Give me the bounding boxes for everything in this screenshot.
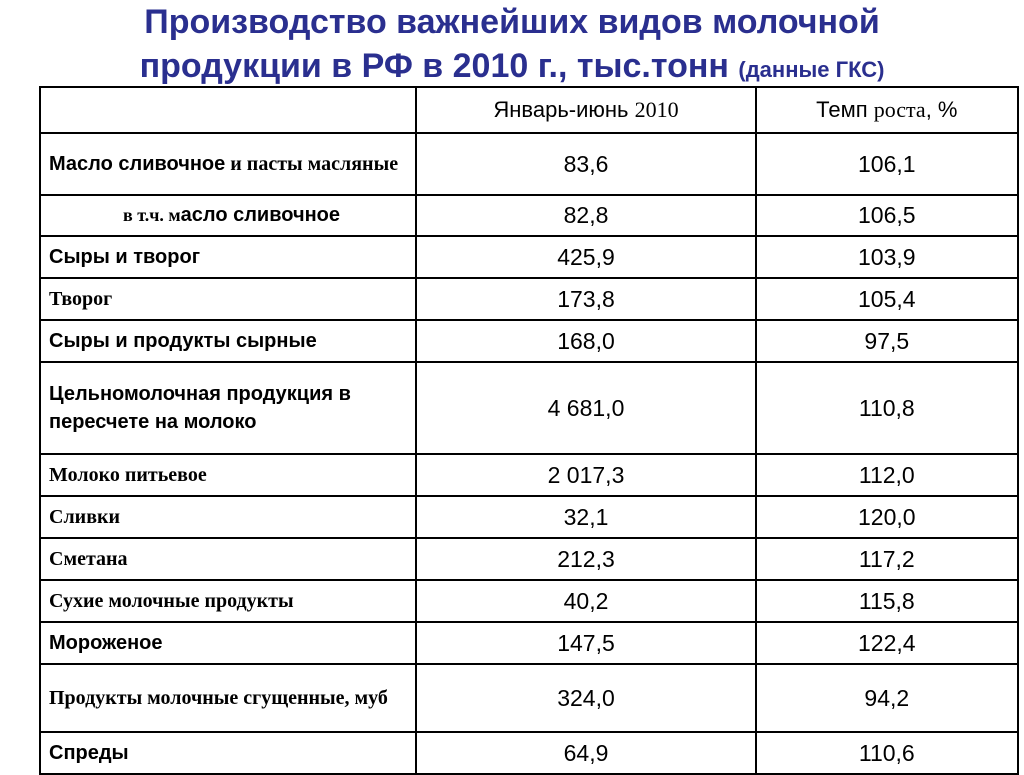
row-name: Продукты молочные сгущенные, муб xyxy=(40,664,416,732)
table-row xyxy=(40,133,1018,195)
row-growth: 122,4 xyxy=(756,622,1018,664)
page-title xyxy=(0,0,1024,92)
table-row xyxy=(40,236,1018,278)
row-name: Сухие молочные продукты xyxy=(40,580,416,622)
title-line-2: продукции в РФ в 2010 г., тыс.тонн xyxy=(139,47,729,85)
row-name: в т.ч. масло сливочное xyxy=(40,195,416,236)
row-growth: 94,2 xyxy=(756,664,1018,732)
table-row xyxy=(40,362,1018,454)
row-name: Сметана xyxy=(40,538,416,580)
row-name: Творог xyxy=(40,278,416,320)
row-growth: 106,1 xyxy=(756,133,1018,195)
row-growth: 103,9 xyxy=(756,236,1018,278)
header-product xyxy=(40,87,416,133)
header-jan-jun: Январь-июнь 2010 xyxy=(416,87,755,133)
row-growth: 112,0 xyxy=(756,454,1018,496)
title-line-1: Производство важнейших видов молочной xyxy=(144,3,880,41)
row-name: Сыры и продукты сырные xyxy=(40,320,416,362)
row-growth: 115,8 xyxy=(756,580,1018,622)
table-row xyxy=(40,664,1018,732)
dairy-production-table xyxy=(39,86,1019,775)
row-value: 40,2 xyxy=(416,580,755,622)
row-name: Спреды xyxy=(40,732,416,774)
table-header-row xyxy=(40,87,1018,133)
row-name: Мороженое xyxy=(40,622,416,664)
title-source: (данные ГКС) xyxy=(738,57,885,82)
row-growth: 106,5 xyxy=(756,195,1018,236)
row-value: 82,8 xyxy=(416,195,755,236)
row-growth: 105,4 xyxy=(756,278,1018,320)
row-value: 425,9 xyxy=(416,236,755,278)
row-growth: 120,0 xyxy=(756,496,1018,538)
table-row xyxy=(40,622,1018,664)
row-value: 83,6 xyxy=(416,133,755,195)
row-value: 168,0 xyxy=(416,320,755,362)
row-growth: 117,2 xyxy=(756,538,1018,580)
row-name: Сливки xyxy=(40,496,416,538)
row-growth: 110,6 xyxy=(756,732,1018,774)
row-value: 2 017,3 xyxy=(416,454,755,496)
table-row xyxy=(40,320,1018,362)
table-row xyxy=(40,278,1018,320)
row-name: Масло сливочное и пасты масляные xyxy=(40,133,416,195)
row-name: Сыры и творог xyxy=(40,236,416,278)
row-growth: 110,8 xyxy=(756,362,1018,454)
row-value: 4 681,0 xyxy=(416,362,755,454)
row-value: 324,0 xyxy=(416,664,755,732)
row-growth: 97,5 xyxy=(756,320,1018,362)
table-row xyxy=(40,195,1018,236)
table-row xyxy=(40,538,1018,580)
row-value: 64,9 xyxy=(416,732,755,774)
header-growth-rate: Темп роста, % xyxy=(756,87,1018,133)
row-name: Цельномолочная продукция в пересчете на молоко xyxy=(40,362,416,454)
row-value: 173,8 xyxy=(416,278,755,320)
row-value: 32,1 xyxy=(416,496,755,538)
row-value: 212,3 xyxy=(416,538,755,580)
row-value: 147,5 xyxy=(416,622,755,664)
table-row xyxy=(40,580,1018,622)
table-row xyxy=(40,454,1018,496)
table-row xyxy=(40,496,1018,538)
row-name: Молоко питьевое xyxy=(40,454,416,496)
